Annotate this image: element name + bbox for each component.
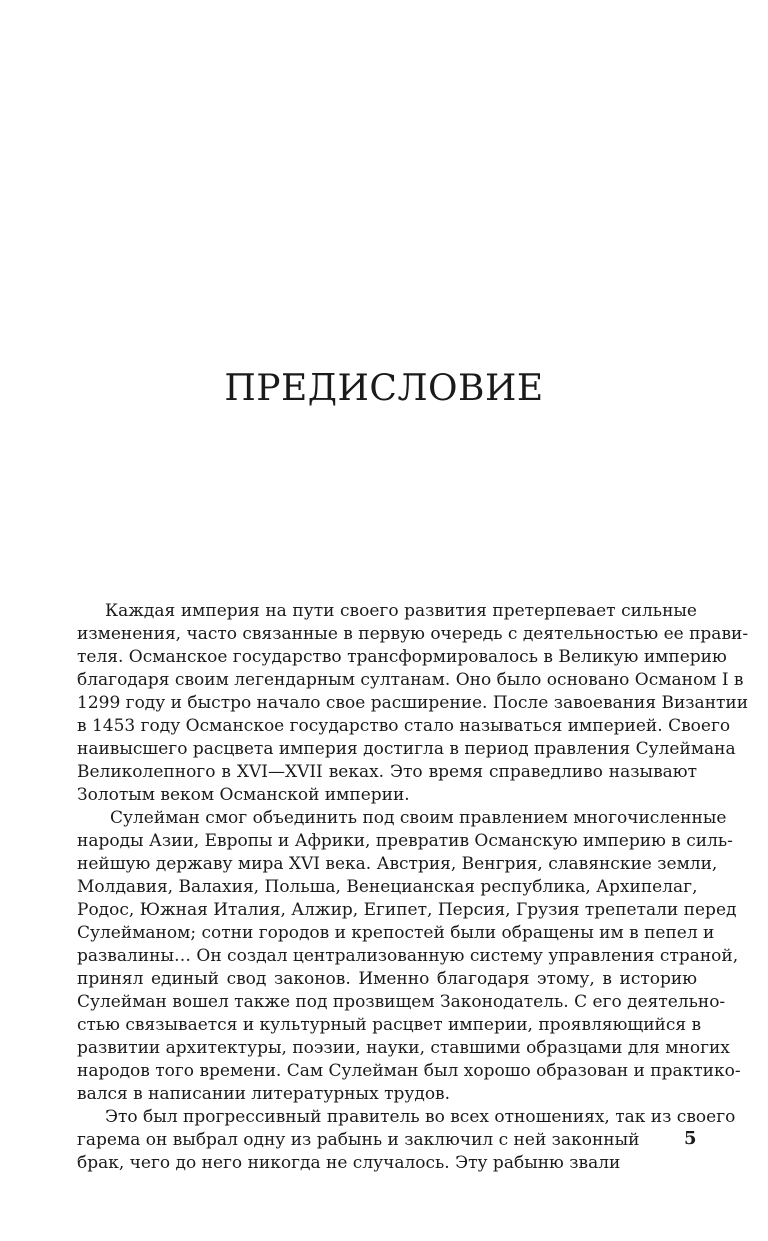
text-line: народы Азии, Европы и Африки, превратив Османскую империю в силь-: [77, 831, 733, 851]
text-line: наивысшего расцвета империя достигла в период правления Сулеймана: [77, 739, 736, 759]
text-line: Молдавия, Валахия, Польша, Венецианская республика, Архипелаг,: [77, 877, 698, 897]
text-line: Родос, Южная Италия, Алжир, Египет, Персия, Грузия трепетали перед: [77, 900, 737, 920]
text-line: Это был прогрессивный правитель во всех отношениях, так из своего: [105, 1107, 736, 1127]
text-line: 1299 году и быстро начало свое расширение. После завоевания Византии: [77, 693, 749, 713]
text-line: Сулейманом; сотни городов и крепостей были обращены им в пепел и: [77, 923, 715, 943]
text-line: брак, чего до него никогда не случалось. Эту рабыню звали: [77, 1153, 621, 1173]
text-line: стью связывается и культурный расцвет империи, проявляющийся в: [77, 1015, 702, 1035]
text-line: вался в написании литературных трудов.: [77, 1084, 451, 1104]
page-title: ПРЕДИСЛОВИЕ: [224, 368, 544, 409]
text-line: благодаря своим легендарным султанам. Оно было основано Османом I в: [77, 670, 744, 690]
text-line: Великолепного в XVI—XVII веках. Это время справедливо называют: [77, 762, 697, 782]
page-number: 5: [684, 1128, 697, 1149]
text-line: изменения, часто связанные в первую очередь с деятельностью ее прави-: [77, 624, 749, 644]
text-line: нейшую державу мира XVI века. Австрия, Венгрия, славянские земли,: [77, 854, 718, 874]
text-line: развитии архитектуры, поэзии, науки, ставшими образцами для многих: [77, 1038, 730, 1058]
text-line: теля. Османское государство трансформировалось в Великую империю: [77, 647, 727, 667]
text-line: гарема он выбрал одну из рабынь и заключил с ней законный: [77, 1130, 640, 1150]
text-line: Золотым веком Османской империи.: [77, 785, 410, 805]
text-line: Каждая империя на пути своего развития претерпевает сильные: [105, 601, 697, 621]
text-line: в 1453 году Османское государство стало называться империей. Своего: [77, 716, 731, 736]
text-line: Сулейман смог объединить под своим правлением многочисленные: [110, 808, 727, 828]
text-line: Сулейман вошел также под прозвищем Законодатель. С его деятельно-: [77, 992, 726, 1012]
text-line: принял единый свод законов. Именно благодаря этому, в историю: [77, 969, 697, 989]
text-line: народов того времени. Сам Сулейман был хорошо образован и практико-: [77, 1061, 741, 1081]
text-line: развалины… Он создал централизованную систему управления страной,: [77, 946, 739, 966]
